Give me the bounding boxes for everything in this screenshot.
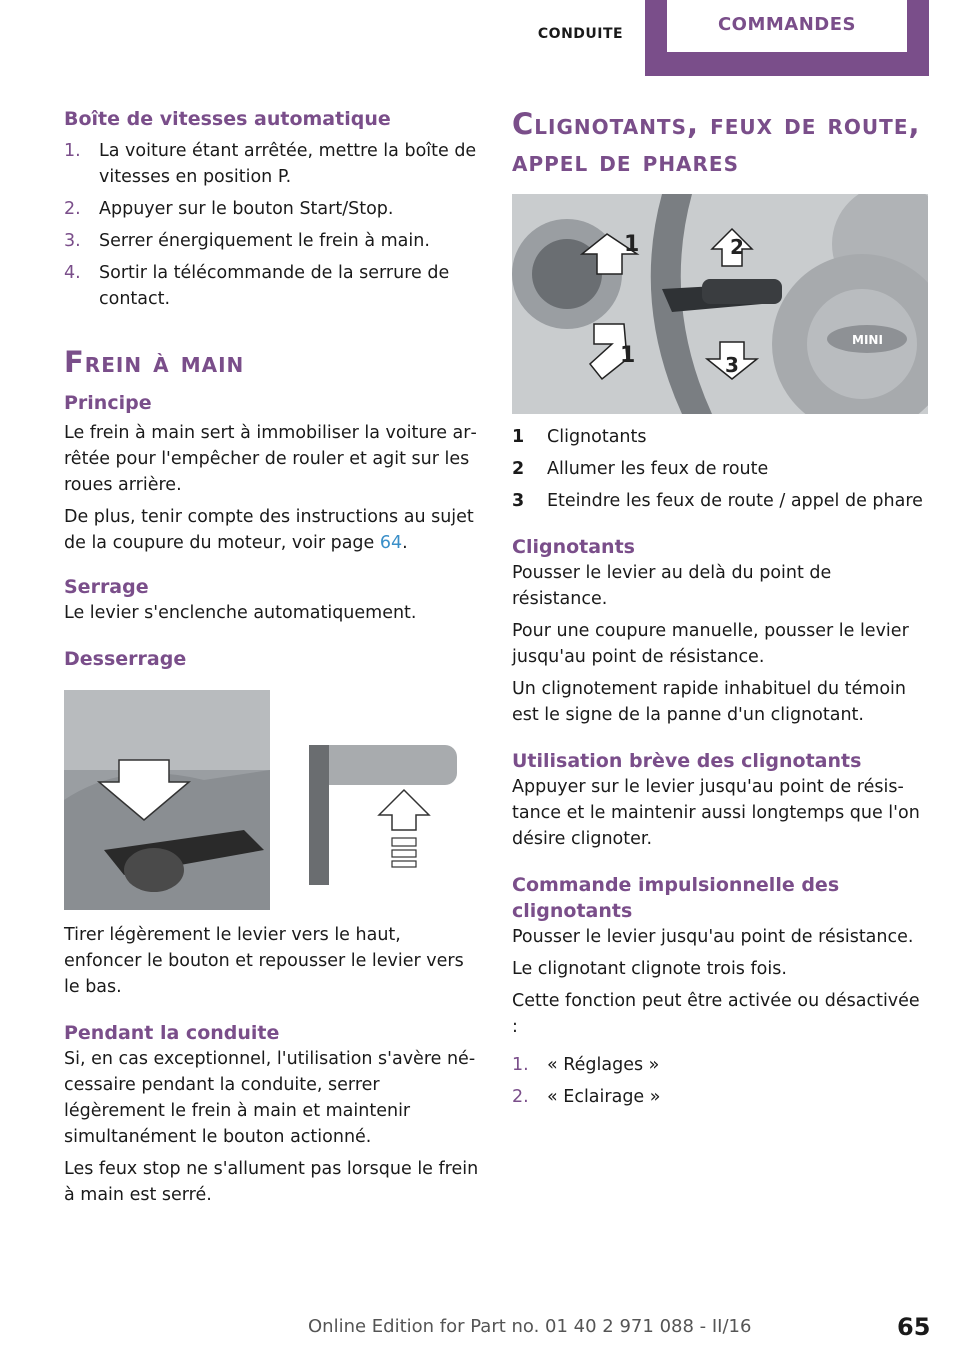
handbrake-illustration	[64, 690, 480, 910]
figure-legend	[512, 424, 930, 514]
breve-text: Appuyer sur le levier jusqu'au point de résis‐tance et le maintenir aussi longtemps que l'on désire clignoter.	[512, 777, 920, 849]
serrage-heading: Serrage	[64, 576, 149, 598]
principe-text: Le frein à main sert à immobiliser la voiture ar‐rêtée pour l'empêcher de rouler et agit sur les roues arrière.	[64, 423, 477, 495]
clignotants-text-2: Pour une coupure manuelle, pousser le levier jusqu'au point de résistance.	[512, 621, 909, 667]
list-item: 1. « Réglages »	[512, 1055, 660, 1075]
clignotants-heading: Clignotants	[512, 536, 635, 558]
left-column	[64, 106, 482, 1208]
list-item: 2. « Eclairage »	[512, 1087, 661, 1107]
clignotants-text-3: Un clignotement rapide inhabituel du témoin est le signe de la panne d'un clignotant.	[512, 679, 906, 725]
principe-note: De plus, tenir compte des instructions au sujet de la coupure du moteur, voir page 64.	[64, 507, 474, 553]
section-tab-conduite-label: CONDUITE	[537, 26, 624, 42]
section-tab-commandes-label: COMMANDES	[717, 13, 857, 35]
desserrage-heading: Desserrage	[64, 648, 187, 670]
legend-item: 1 Clignotants	[512, 427, 647, 447]
section-tab-commandes[interactable]	[645, 0, 929, 76]
figure-label-2: 2	[730, 235, 744, 259]
impuls-text-3: Cette fonction peut être activée ou désactivée :	[512, 991, 920, 1037]
conduite-heading: Pendant la conduite	[64, 1022, 280, 1044]
impuls-text-2: Le clignotant clignote trois fois.	[512, 959, 787, 979]
right-column	[512, 106, 930, 1116]
auto-gearbox-heading: Boîte de vitesses automatique	[64, 108, 391, 130]
list-item: 3. Serrer énergiquement le frein à main.	[64, 231, 430, 251]
figure-label-1-top: 1	[624, 232, 640, 257]
list-item: 1. La voiture étant arrêtée, mettre la boîte de vitesses en position P.	[64, 141, 477, 187]
figure-label-1-bottom: 1	[620, 343, 636, 368]
indicator-lever-illustration	[512, 194, 928, 414]
list-item: 4. Sortir la télécommande de la serrure de contact.	[64, 263, 450, 309]
list-item: 2. Appuyer sur le bouton Start/Stop.	[64, 199, 394, 219]
page-number: 65	[897, 1313, 931, 1341]
principe-heading: Principe	[64, 392, 152, 414]
conduite-text-1: Si, en cas exceptionnel, l'utilisation s'avère né‐cessaire pendant la conduite, serrer légèrement le frein à main et maintenir simultanément le bouton actionné.	[64, 1049, 476, 1147]
clignotants-text-1: Pousser le levier au delà du point de résistance.	[512, 563, 832, 609]
footer-edition: Online Edition for Part no. 01 40 2 971 088 - II/16	[308, 1316, 752, 1337]
handbrake-heading: Frein à main	[64, 345, 245, 379]
figure-label-3: 3	[725, 353, 739, 377]
section-tab-conduite[interactable]	[518, 0, 643, 64]
breve-heading: Utilisation brève des clignotants	[512, 750, 862, 772]
desserrage-text: Tirer légèrement le levier vers le haut, enfoncer le bouton et repousser le levier vers le bas.	[64, 925, 464, 997]
legend-item: 3 Eteindre les feux de route / appel de phare	[512, 491, 923, 511]
legend-item: 2 Allumer les feux de route	[512, 459, 769, 479]
page-link[interactable]: 64	[379, 533, 403, 553]
auto-gearbox-steps	[64, 138, 482, 312]
mini-logo: MINI	[852, 333, 883, 347]
impuls-heading: Commande impulsionnelle des clignotants	[512, 874, 840, 922]
indicators-heading: Clignotants, feux de route, appel de phares	[512, 107, 921, 178]
impuls-text-1: Pousser le levier jusqu'au point de résistance.	[512, 927, 914, 947]
handbrake-figure	[64, 690, 480, 910]
conduite-text-2: Les feux stop ne s'allument pas lorsque le frein à main est serré.	[64, 1159, 479, 1205]
serrage-text: Le levier s'enclenche automatiquement.	[64, 603, 417, 623]
indicator-lever-figure	[512, 194, 928, 414]
impuls-steps	[512, 1052, 930, 1110]
